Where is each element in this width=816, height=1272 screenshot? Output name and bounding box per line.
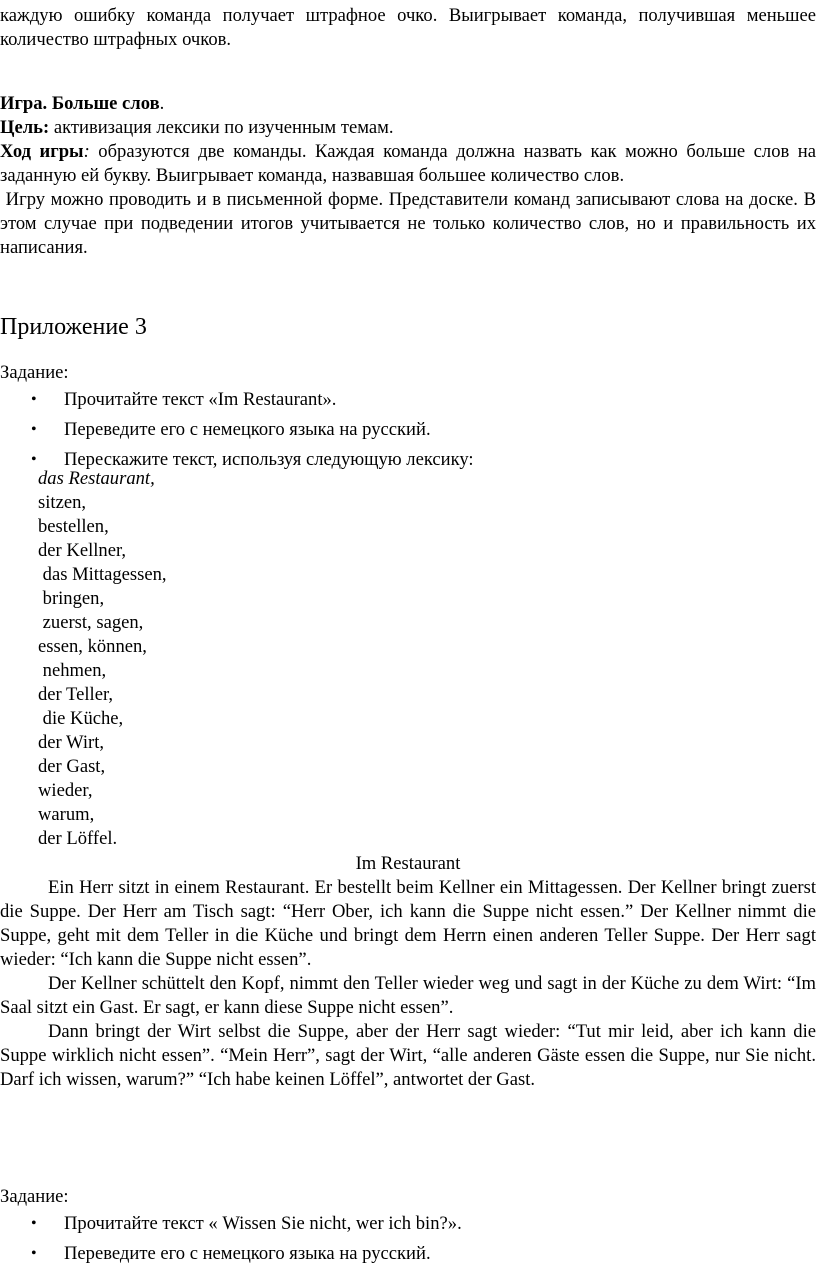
game-course-colon: : [83, 141, 90, 162]
game-title-tail: . [159, 93, 165, 114]
list-item [0, 388, 816, 418]
bullet-icon: • [31, 421, 37, 438]
task2-label: Задание: [0, 1186, 69, 1207]
game-written-form: Игру можно проводить и в письменной форме. Представители команд записывают слова на доске. В этом случае при подведении итогов учитывается не только количество слов, но и правильность их написания. [0, 189, 816, 258]
bullet-icon: • [31, 1245, 37, 1262]
vocab-item: das Mittagessen, [38, 564, 167, 585]
story-paragraph: Dann bringt der Wirt selbst die Suppe, aber der Herr sagt wieder: “Tut mir leid, aber ich kann die Suppe wirklich nicht essen”. “Mein Herr”, sagt der Wirt, “alle anderen Gäste essen die Suppe, nur Sie nicht. Darf ich wissen, warum?” “Ich habe keinen Löffel”, antwortet der Gast. [0, 1021, 816, 1090]
bullet-text: Перескажите текст, используя следующую лексику: [64, 449, 474, 470]
vocab-item: der Teller, [38, 684, 114, 705]
game-section [0, 92, 816, 260]
vocab-item: das Restaurant, [38, 468, 155, 489]
story-title: Im Restaurant [355, 853, 461, 874]
vocab-item: essen, können, [38, 636, 147, 657]
bullet-icon: • [31, 391, 37, 408]
bullet-text: Прочитайте текст « Wissen Sie nicht, wer ich bin?». [64, 1213, 462, 1234]
list-item [0, 1212, 816, 1242]
game-goal-label: Цель: [0, 117, 50, 138]
vocab-item: warum, [38, 804, 95, 825]
bullet-text: Переведите его с немецкого языка на русский. [64, 1243, 431, 1264]
vocab-item: die Küche, [38, 708, 124, 729]
task2-bullet-list [0, 1212, 816, 1272]
bullet-icon: • [31, 451, 37, 468]
game-course [0, 140, 816, 188]
vocab-item: nehmen, [38, 660, 107, 681]
vocabulary-list [38, 467, 167, 851]
task1-label: Задание: [0, 362, 69, 383]
list-item [0, 418, 816, 448]
vocab-item: der Wirt, [38, 732, 105, 753]
vocab-item: der Gast, [38, 756, 106, 777]
game-course-label: Ход игры [0, 141, 84, 162]
vocab-item: bringen, [38, 588, 105, 609]
story-paragraph: Der Kellner schüttelt den Kopf, nimmt den Teller wieder weg und sagt in der Küche zu dem Wirt: “Im Saal sitzt ein Gast. Er sagt, er kann diese Suppe nicht essen”. [0, 973, 816, 1018]
vocab-item: der Kellner, [38, 540, 127, 561]
game-course-text: образуются две команды. Каждая команда должна назвать как можно больше слов на заданную ей букву. Выигрывает команда, назвавшая большее количество слов. [0, 141, 816, 186]
list-item [0, 1242, 816, 1272]
bullet-text: Переведите его с немецкого языка на русский. [64, 419, 431, 440]
vocab-item: bestellen, [38, 516, 109, 537]
story-paragraph: Ein Herr sitzt in einem Restaurant. Er bestellt beim Kellner ein Mittagessen. Der Kellner bringt zuerst die Suppe. Der Herr am Tisch sagt: “Herr Ober, ich kann die Suppe nicht essen.” Der Kellner nimmt die Suppe, geht mit dem Teller in die Küche und bringt dem Herrn einen anderen Teller Suppe. Der Herr sagt wieder: “Ich kann die Suppe nicht essen”. [0, 877, 816, 970]
story-text [0, 876, 816, 1092]
game-title [0, 92, 816, 116]
game-goal [0, 116, 816, 140]
task1-bullet-list [0, 388, 816, 478]
vocab-item: wieder, [38, 780, 93, 801]
bullet-text: Прочитайте текст «Im Restaurant». [64, 389, 337, 410]
appendix-heading: Приложение 3 [0, 314, 147, 340]
vocab-item: sitzen, [38, 492, 87, 513]
intro-paragraph: каждую ошибку команда получает штрафное очко. Выигрывает команда, получившая меньшее количество штрафных очков. [0, 5, 816, 50]
vocab-item: zuerst, sagen, [38, 612, 144, 633]
game-title-bold: Игра. Больше слов [0, 93, 160, 114]
vocab-item: der Löffel. [38, 828, 118, 849]
game-goal-text: активизация лексики по изученным темам. [49, 117, 394, 138]
bullet-icon: • [31, 1215, 37, 1232]
